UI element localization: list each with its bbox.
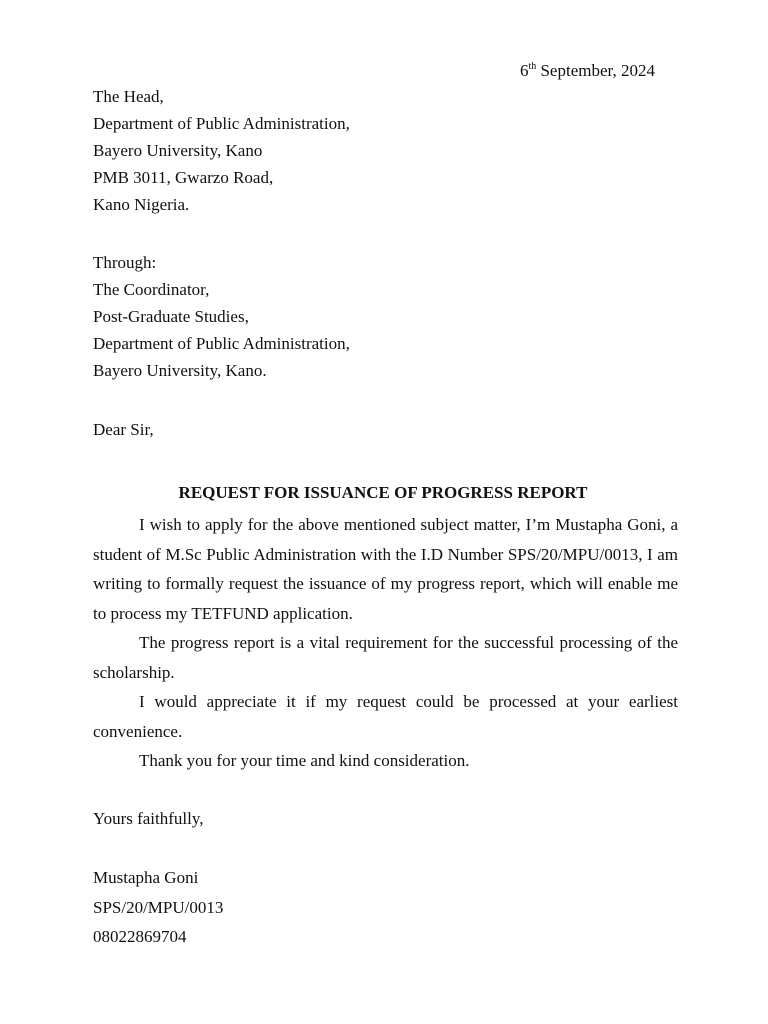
body-paragraph: I would appreciate it if my request could be processed at your earliest convenience. [93, 692, 678, 741]
signature-phone: 08022869704 [93, 927, 187, 946]
through-line: The Coordinator, [93, 280, 210, 299]
through-line: Department of Public Administration, [93, 334, 350, 353]
closing-text: Yours faithfully, [93, 809, 204, 828]
body-paragraph: I wish to apply for the above mentioned subject matter, I’m Mustapha Goni, a student of M.Sc Public Administration with the I.D Number SPS/20/MPU/0013, I am writing to formally request the issuance of my progress report, which will enable me to process my TETFUND application. [93, 515, 678, 623]
date-day: 6 [519, 61, 529, 80]
salutation-text: Dear Sir, [93, 420, 154, 439]
body-paragraph: Thank you for your time and kind consideration. [139, 751, 470, 770]
body-paragraph: The progress report is a vital requirement for the successful processing of the scholarship. [93, 633, 678, 682]
recipient-line: PMB 3011, Gwarzo Road, [93, 168, 274, 187]
date-ordinal-suffix: th [528, 61, 537, 72]
closing [93, 805, 204, 832]
signature-name: Mustapha Goni [93, 868, 199, 887]
signature-block [93, 863, 223, 952]
letter-date [520, 60, 655, 82]
salutation [93, 416, 154, 443]
signature-id-number: SPS/20/MPU/0013 [93, 897, 224, 917]
recipient-line: Kano Nigeria. [93, 195, 190, 214]
recipient-address [93, 83, 350, 218]
recipient-line: Bayero University, Kano [93, 141, 263, 160]
through-line: Post-Graduate Studies, [93, 307, 249, 326]
recipient-line: Department of Public Administration, [93, 114, 350, 133]
date-rest: September, 2024 [536, 61, 655, 80]
recipient-line: The Head, [93, 87, 164, 106]
letter-body [93, 510, 678, 776]
subject-heading: REQUEST FOR ISSUANCE OF PROGRESS REPORT [178, 483, 588, 502]
through-line: Bayero University, Kano. [93, 361, 267, 380]
through-line: Through: [93, 253, 157, 272]
through-address [93, 249, 350, 384]
